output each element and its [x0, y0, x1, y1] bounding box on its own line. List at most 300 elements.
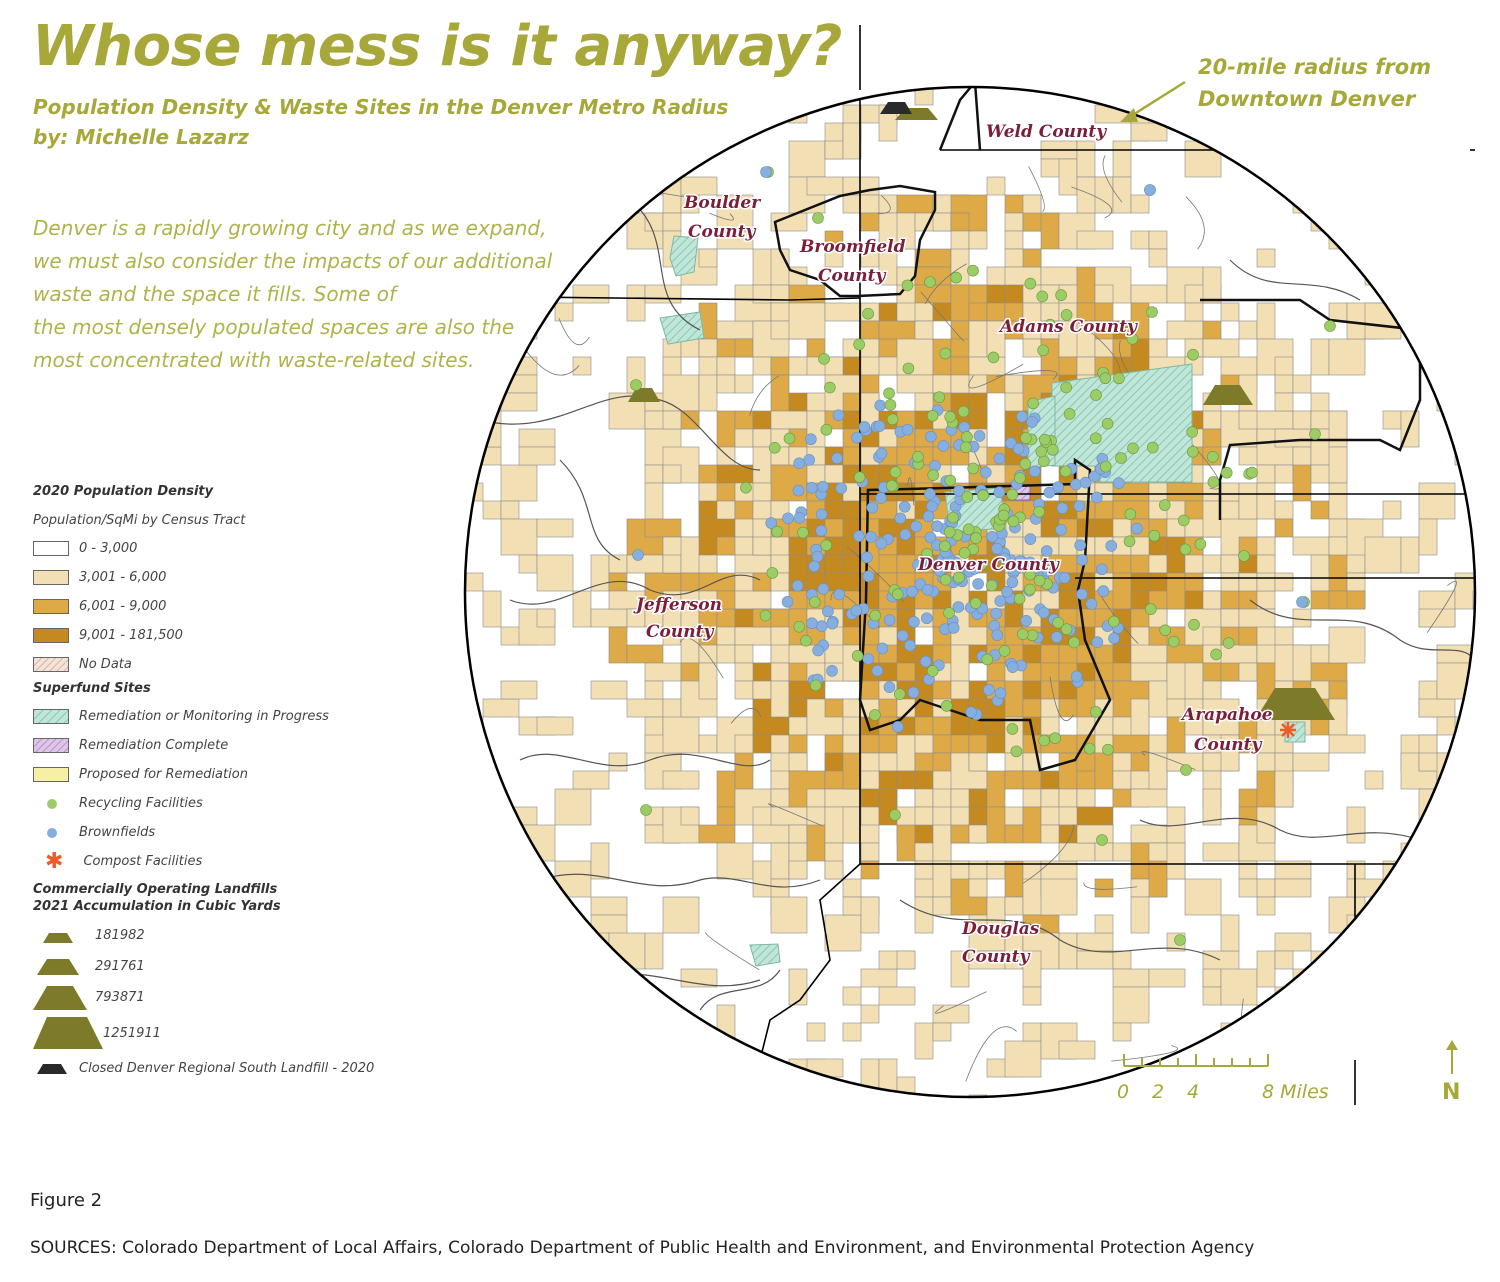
census-tract — [1185, 879, 1221, 915]
label-jefferson-2: County — [646, 622, 714, 642]
legend-label: Brownfields — [79, 825, 156, 840]
census-tract — [681, 807, 699, 825]
map-subtitle — [33, 92, 728, 152]
recycling-facility-point — [1038, 345, 1049, 356]
census-tract — [1167, 321, 1203, 339]
recycling-facility-point — [894, 689, 905, 700]
recycling-facility-point — [800, 635, 811, 646]
census-tract — [573, 987, 609, 1023]
recycling-facility-point — [885, 399, 896, 410]
brownfield-point — [877, 643, 888, 654]
brownfield-point — [834, 589, 845, 600]
census-tract — [519, 429, 555, 447]
recycling-facility-point — [813, 213, 824, 224]
census-tract — [1275, 375, 1293, 393]
recycling-facility-point — [970, 598, 981, 609]
brownfield-point — [900, 529, 911, 540]
census-tract — [1005, 1041, 1041, 1077]
legend-label: Recycling Facilities — [79, 796, 203, 811]
recycling-facility-point — [760, 610, 771, 621]
brownfield-point — [831, 453, 842, 464]
census-tract — [501, 177, 519, 195]
census-tract — [915, 1023, 933, 1059]
recycling-facility-point — [1108, 616, 1119, 627]
brownfield-point — [816, 621, 827, 632]
census-tract — [1257, 897, 1275, 915]
recycling-facility-point — [1181, 765, 1192, 776]
census-tract — [1113, 987, 1149, 1023]
brownfield-point — [1131, 523, 1142, 534]
census-tract — [1365, 1095, 1383, 1113]
brownfield-point — [872, 665, 883, 676]
census-tract — [681, 411, 699, 429]
brownfield-point — [973, 578, 984, 589]
legend-swatch — [33, 767, 69, 782]
census-tract — [771, 249, 789, 285]
recycling-facility-point — [1160, 625, 1171, 636]
census-tract — [717, 321, 753, 339]
census-tract — [1041, 213, 1059, 249]
census-tract — [1095, 915, 1113, 933]
recycling-facility-point — [1014, 473, 1025, 484]
census-tract — [717, 483, 735, 501]
census-tract — [1059, 537, 1077, 555]
census-tract — [771, 681, 789, 717]
brownfield-point — [992, 630, 1003, 641]
census-tract — [1077, 357, 1095, 375]
label-weld-county: Weld County — [986, 122, 1107, 142]
census-tract — [825, 861, 843, 879]
census-tract — [1041, 789, 1059, 807]
census-tract — [537, 717, 573, 735]
brownfield-point — [884, 615, 895, 626]
brownfield-point — [853, 531, 864, 542]
landfill-trapezoid-icon — [33, 925, 95, 947]
census-tract — [735, 627, 771, 645]
census-tract — [1005, 807, 1023, 825]
recycling-facility-point — [1195, 539, 1206, 550]
recycling-facility-point — [1034, 506, 1045, 517]
legend-recycling — [33, 789, 433, 818]
brownfield-dot-icon — [47, 828, 57, 838]
brownfield-point — [827, 665, 838, 676]
intro-line-2: we must also consider the impacts of our additional — [33, 249, 553, 273]
recycling-facility-point — [927, 665, 938, 676]
recycling-facility-point — [1007, 489, 1018, 500]
brownfield-point — [1057, 503, 1068, 514]
census-tract — [753, 429, 771, 447]
census-tract — [1203, 411, 1221, 429]
census-tract — [1131, 555, 1149, 573]
census-tract — [1239, 1041, 1257, 1059]
recycling-facility-point — [951, 272, 962, 283]
census-tract — [735, 753, 753, 789]
legend-superfund-complete — [33, 731, 433, 760]
census-tract — [843, 1023, 861, 1041]
recycling-facility-point — [854, 339, 865, 350]
census-tract — [897, 195, 933, 213]
census-tract — [609, 1059, 645, 1077]
census-tract — [501, 501, 519, 519]
census-tract — [501, 393, 537, 411]
census-tract — [825, 303, 861, 321]
census-tract — [1221, 483, 1239, 501]
recycling-facility-point — [945, 411, 956, 422]
census-tract — [735, 519, 753, 537]
recycling-facility-point — [1125, 509, 1136, 520]
census-tract — [951, 645, 969, 681]
brownfield-point — [966, 707, 977, 718]
census-tract — [1473, 411, 1500, 447]
census-tract — [1257, 807, 1275, 843]
recycling-facility-point — [1090, 433, 1101, 444]
census-tract — [1419, 861, 1437, 897]
census-tract — [969, 321, 987, 357]
brownfield-point — [876, 493, 887, 504]
census-tract — [1113, 951, 1131, 969]
census-tract — [663, 771, 699, 789]
census-tract — [1383, 411, 1401, 429]
census-tract — [843, 195, 879, 213]
census-tract — [519, 177, 537, 195]
census-tract — [1455, 123, 1473, 141]
recycling-facility-point — [943, 607, 954, 618]
recycling-facility-point — [1145, 604, 1156, 615]
census-tract — [1293, 375, 1311, 393]
brownfield-point — [792, 580, 803, 591]
census-tract — [1239, 789, 1257, 807]
census-tract — [591, 555, 609, 591]
brownfield-point — [876, 448, 887, 459]
brownfield-point — [1038, 607, 1049, 618]
legend-label: 291761 — [95, 959, 145, 974]
census-tract — [897, 375, 933, 393]
census-tract — [627, 1095, 645, 1131]
census-tract — [1203, 339, 1239, 357]
census-tract — [1401, 537, 1419, 573]
census-tract — [1293, 753, 1329, 771]
legend-label: 793871 — [95, 990, 145, 1005]
recycling-facility-point — [797, 527, 808, 538]
label-broomfield-2: County — [818, 266, 886, 286]
legend-label: 0 - 3,000 — [79, 541, 138, 556]
census-tract — [1365, 537, 1401, 573]
brownfield-point — [959, 422, 970, 433]
recycling-facility-point — [1310, 429, 1321, 440]
census-tract — [1455, 717, 1491, 753]
census-tract — [789, 735, 807, 753]
brownfield-point — [861, 552, 872, 563]
tract-boundary — [448, 1009, 474, 1062]
census-tract — [915, 285, 951, 303]
census-tract — [1041, 267, 1077, 285]
recycling-facility-point — [1069, 637, 1080, 648]
recycling-facility-point — [1100, 461, 1111, 472]
recycling-facility-point — [890, 467, 901, 478]
census-tract — [1419, 699, 1455, 717]
label-arapahoe-1: Arapahoe — [1182, 705, 1273, 725]
census-tract — [1077, 141, 1095, 177]
subtitle-author: by: Michelle Lazarz — [33, 125, 249, 149]
census-tract — [1473, 861, 1500, 897]
recycling-facility-point — [1247, 467, 1258, 478]
census-tract — [789, 969, 807, 1005]
census-tract — [1419, 483, 1455, 519]
recycling-facility-point — [1038, 456, 1049, 467]
brownfield-point — [899, 501, 910, 512]
census-tract — [1167, 105, 1185, 123]
recycling-facility-point — [941, 700, 952, 711]
census-tract — [645, 681, 663, 699]
census-tract — [1419, 519, 1437, 555]
brownfield-point — [1044, 487, 1055, 498]
brownfield-point — [1016, 411, 1027, 422]
recycling-facility-point — [1221, 467, 1232, 478]
label-adams-county: Adams County — [1000, 317, 1137, 337]
census-tract — [1131, 789, 1167, 807]
census-tract — [1221, 1077, 1239, 1095]
legend-brownfields — [33, 818, 433, 847]
census-tract — [1077, 789, 1095, 807]
census-tract — [969, 753, 987, 771]
brownfield-point — [897, 630, 908, 641]
census-tract — [1329, 735, 1365, 753]
census-tract — [771, 609, 789, 627]
recycling-facility-point — [1034, 575, 1045, 586]
legend-landfill-3 — [33, 982, 433, 1013]
recycling-facility-point — [948, 512, 959, 523]
census-tract — [861, 1005, 879, 1023]
census-tract — [1257, 483, 1275, 519]
recycling-facility-point — [928, 470, 939, 481]
census-tract — [645, 663, 681, 681]
brownfield-point — [1092, 637, 1103, 648]
census-tract — [1131, 825, 1167, 843]
census-tract — [1455, 357, 1473, 375]
brownfield-point — [1096, 564, 1107, 575]
legend-landfill-4 — [33, 1013, 433, 1053]
census-tract — [969, 303, 987, 321]
recycling-facility-point — [1189, 619, 1200, 630]
census-tract — [519, 987, 537, 1005]
census-tract — [915, 789, 933, 807]
brownfield-point — [1021, 615, 1032, 626]
census-tract — [1095, 285, 1113, 303]
census-tract — [501, 519, 537, 555]
brownfield-point — [1086, 598, 1097, 609]
census-tract — [1329, 627, 1365, 663]
census-tract — [717, 771, 735, 807]
census-tract — [1293, 411, 1311, 429]
recycling-facility-point — [1127, 443, 1138, 454]
brownfield-point — [875, 400, 886, 411]
recycling-facility-point — [934, 392, 945, 403]
census-tract — [1095, 501, 1113, 519]
census-tract — [663, 465, 681, 483]
census-tract — [1419, 825, 1437, 843]
census-tract — [771, 807, 807, 825]
census-tract — [825, 555, 843, 573]
recycling-facility-point — [641, 805, 652, 816]
brownfield-point — [761, 167, 772, 178]
census-tract — [645, 159, 663, 195]
recycling-facility-point — [1060, 466, 1071, 477]
census-tract — [1329, 447, 1347, 483]
census-tract — [519, 951, 555, 987]
census-tract — [1383, 141, 1401, 177]
census-tract — [861, 807, 879, 825]
census-tract — [771, 411, 807, 429]
census-tract — [735, 555, 771, 573]
census-tract — [537, 933, 555, 951]
census-tract — [1023, 807, 1041, 843]
census-tract — [807, 825, 825, 861]
census-tract — [789, 717, 807, 735]
census-tract — [1293, 195, 1329, 213]
brownfield-point — [876, 538, 887, 549]
recycling-facility-point — [1025, 278, 1036, 289]
label-boulder-2: County — [688, 222, 756, 242]
census-tract — [933, 681, 951, 699]
brownfield-point — [995, 688, 1006, 699]
census-tract — [1275, 573, 1293, 591]
census-tract — [753, 825, 789, 843]
census-tract — [1275, 879, 1311, 897]
label-douglas-2: County — [962, 947, 1030, 967]
census-tract — [537, 519, 573, 537]
census-tract — [591, 843, 609, 879]
brownfield-point — [924, 488, 935, 499]
census-tract — [1077, 231, 1113, 249]
legend-swatch — [33, 738, 69, 753]
census-tract — [1005, 897, 1023, 915]
census-tract — [717, 501, 735, 519]
census-tract — [591, 969, 627, 987]
census-tract — [717, 357, 735, 375]
recycling-facility-point — [1097, 835, 1108, 846]
census-tract — [1275, 771, 1293, 807]
census-tract — [861, 789, 879, 807]
census-tract — [501, 987, 537, 1005]
census-tract — [627, 645, 663, 663]
recycling-facility-point — [1020, 458, 1031, 469]
census-tract — [1275, 393, 1293, 411]
census-tract — [699, 825, 735, 843]
legend-label: Compost Facilities — [83, 854, 203, 869]
brownfield-point — [902, 424, 913, 435]
closed-landfill-icon — [33, 1061, 79, 1077]
census-tract — [627, 699, 663, 717]
census-tract — [987, 177, 1005, 195]
map-legend — [33, 484, 433, 1084]
recycling-facility-point — [1187, 446, 1198, 457]
recycling-facility-point — [982, 654, 993, 665]
census-tract — [1455, 159, 1473, 177]
census-tract — [591, 681, 627, 699]
recycling-facility-point — [963, 524, 974, 535]
recycling-facility-point — [784, 433, 795, 444]
census-tract — [1023, 249, 1041, 267]
census-tract — [609, 969, 627, 1005]
census-tract — [1455, 105, 1473, 141]
census-tract — [609, 555, 627, 573]
recycling-facility-point — [886, 480, 897, 491]
recycling-facility-point — [1039, 434, 1050, 445]
census-tract — [1257, 537, 1275, 555]
recycling-facility-point — [1053, 617, 1064, 628]
census-tract — [483, 699, 519, 717]
census-tract — [1203, 267, 1221, 303]
census-tract — [1329, 483, 1347, 519]
census-tract — [1401, 141, 1437, 159]
brownfield-point — [816, 509, 827, 520]
brownfield-point — [874, 421, 885, 432]
recycling-facility-point — [945, 475, 956, 486]
census-tract — [573, 591, 591, 627]
census-tract — [735, 339, 753, 357]
census-tract — [537, 555, 573, 591]
recycling-facility-point — [1008, 516, 1019, 527]
recycling-facility-point — [1047, 444, 1058, 455]
census-tract — [645, 1095, 663, 1131]
census-tract — [1275, 933, 1311, 951]
recycling-facility-point — [1102, 418, 1113, 429]
recycling-facility-point — [1147, 442, 1158, 453]
recycling-facility-point — [998, 510, 1009, 521]
census-tract — [1005, 825, 1023, 843]
census-tract — [573, 231, 591, 249]
census-tract — [1383, 501, 1401, 519]
census-tract — [1329, 555, 1347, 591]
map-body — [440, 40, 1500, 1131]
brownfield-point — [794, 458, 805, 469]
census-tract — [1113, 1023, 1131, 1041]
brownfield-point — [994, 487, 1005, 498]
census-tract — [789, 1077, 825, 1113]
census-tract — [933, 1023, 951, 1041]
legend-label: 9,001 - 181,500 — [79, 628, 183, 643]
brownfield-point — [633, 550, 644, 561]
brownfield-point — [920, 656, 931, 667]
census-tract — [1473, 951, 1500, 987]
recycling-facility-point — [631, 380, 642, 391]
legend-density-class-3 — [33, 592, 433, 621]
census-tract — [951, 825, 969, 843]
census-tract — [771, 375, 789, 411]
census-tract — [483, 501, 501, 519]
recycling-facility-point — [819, 353, 830, 364]
census-tract — [1275, 1041, 1293, 1077]
recycling-facility-point — [958, 406, 969, 417]
census-tract — [897, 771, 915, 789]
brownfield-point — [851, 432, 862, 443]
brownfield-point — [804, 454, 815, 465]
brownfield-point — [991, 608, 1002, 619]
census-tract — [1311, 1023, 1347, 1059]
census-tract — [1149, 969, 1185, 987]
label-broomfield-1: Broomfield — [800, 237, 906, 257]
census-tract — [519, 555, 537, 573]
label-denver-county: Denver County — [918, 555, 1059, 575]
census-tract — [573, 771, 609, 789]
legend-label: No Data — [79, 657, 132, 672]
census-tract — [1203, 591, 1221, 609]
census-tract — [897, 735, 915, 771]
recycling-facility-point — [1149, 530, 1160, 541]
census-tract — [1437, 789, 1455, 807]
recycling-facility-point — [824, 382, 835, 393]
census-tract — [753, 447, 771, 483]
